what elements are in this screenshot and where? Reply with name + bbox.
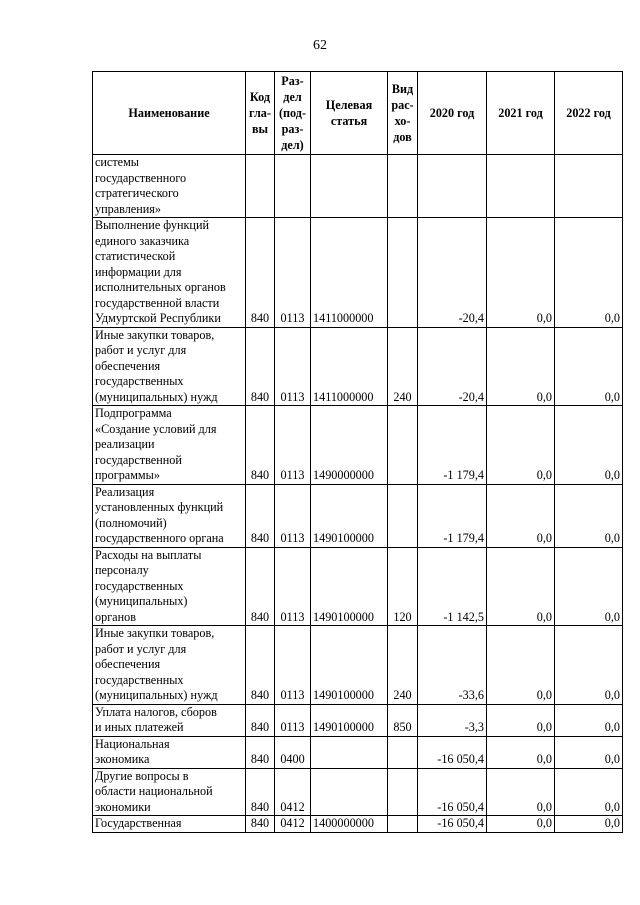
cell-2020: -1 179,4 [418,406,487,485]
table-row [93,704,623,736]
cell-vid: 240 [388,327,418,406]
cell-name: Государственная [93,816,246,833]
cell-target [311,768,388,816]
cell-section: 0412 [275,816,311,833]
cell-name: системы государственного стратегического управления» [93,155,246,218]
cell-section: 0113 [275,218,311,328]
cell-vid [388,406,418,485]
cell-code: 840 [246,736,275,768]
header-2020: 2020 год [418,72,487,155]
cell-code: 840 [246,218,275,328]
cell-2020: -16 050,4 [418,768,487,816]
cell-code: 840 [246,704,275,736]
cell-2022: 0,0 [555,736,623,768]
header-2021: 2021 год [487,72,555,155]
cell-target: 1400000000 [311,816,388,833]
table-row [93,626,623,705]
cell-section: 0400 [275,736,311,768]
cell-2021: 0,0 [487,626,555,705]
cell-2020: -16 050,4 [418,816,487,833]
cell-2021: 0,0 [487,816,555,833]
page-number: 62 [313,38,327,53]
cell-section: 0113 [275,626,311,705]
budget-table [92,71,623,833]
cell-2020: -1 179,4 [418,484,487,547]
cell-name: Национальная экономика [93,736,246,768]
cell-2022: 0,0 [555,327,623,406]
cell-vid: 240 [388,626,418,705]
cell-2021: 0,0 [487,547,555,626]
cell-code: 840 [246,626,275,705]
cell-section: 0113 [275,327,311,406]
cell-code: 840 [246,406,275,485]
cell-2020: -20,4 [418,327,487,406]
cell-2022: 0,0 [555,816,623,833]
cell-vid [388,218,418,328]
cell-2021: 0,0 [487,736,555,768]
table-row [93,736,623,768]
header-vid: Вид рас- хо- дов [388,72,418,155]
cell-vid [388,816,418,833]
cell-2020 [418,155,487,218]
cell-2021: 0,0 [487,218,555,328]
cell-2022 [555,155,623,218]
cell-section: 0113 [275,547,311,626]
cell-name: Подпрограмма «Создание условий для реализации государственной программы» [93,406,246,485]
cell-name: Иные закупки товаров, работ и услуг для обеспечения государственных (муниципальных) нужд [93,327,246,406]
header-section: Раз- дел (под- раз- дел) [275,72,311,155]
table-row [93,547,623,626]
cell-target: 1490000000 [311,406,388,485]
cell-name: Другие вопросы в области национальной экономики [93,768,246,816]
cell-vid [388,736,418,768]
cell-vid [388,768,418,816]
cell-name: Выполнение функций единого заказчика статистической информации для исполнительных органов государственной власти Удмуртской Республики [93,218,246,328]
cell-2021: 0,0 [487,327,555,406]
cell-target: 1411000000 [311,218,388,328]
header-name: Наименование [93,72,246,155]
cell-code: 840 [246,768,275,816]
header-code: Код гла- вы [246,72,275,155]
cell-vid: 850 [388,704,418,736]
cell-section: 0113 [275,406,311,485]
table-row [93,327,623,406]
cell-code: 840 [246,547,275,626]
cell-vid [388,155,418,218]
cell-2022: 0,0 [555,547,623,626]
cell-target: 1490100000 [311,704,388,736]
cell-target [311,155,388,218]
table-row [93,406,623,485]
cell-target: 1490100000 [311,484,388,547]
header-row [93,72,623,155]
cell-name: Расходы на выплаты персоналу государственных (муниципальных) органов [93,547,246,626]
cell-target: 1411000000 [311,327,388,406]
cell-2021: 0,0 [487,768,555,816]
cell-section: 0113 [275,484,311,547]
cell-2022: 0,0 [555,704,623,736]
cell-vid: 120 [388,547,418,626]
cell-name: Иные закупки товаров, работ и услуг для обеспечения государственных (муниципальных) нужд [93,626,246,705]
cell-name: Уплата налогов, сборов и иных платежей [93,704,246,736]
cell-2021: 0,0 [487,406,555,485]
cell-name: Реализация установленных функций (полномочий) государственного органа [93,484,246,547]
cell-section: 0113 [275,704,311,736]
cell-2022: 0,0 [555,484,623,547]
cell-vid [388,484,418,547]
cell-2022: 0,0 [555,768,623,816]
table-row [93,768,623,816]
cell-code [246,155,275,218]
cell-2020: -20,4 [418,218,487,328]
cell-code: 840 [246,327,275,406]
table-row [93,484,623,547]
table-row [93,816,623,833]
cell-section: 0412 [275,768,311,816]
table-row [93,155,623,218]
cell-2020: -3,3 [418,704,487,736]
cell-2020: -33,6 [418,626,487,705]
cell-2020: -1 142,5 [418,547,487,626]
cell-2021: 0,0 [487,484,555,547]
header-2022: 2022 год [555,72,623,155]
cell-target: 1490100000 [311,547,388,626]
cell-target [311,736,388,768]
cell-2022: 0,0 [555,626,623,705]
cell-target: 1490100000 [311,626,388,705]
header-target: Целевая статья [311,72,388,155]
cell-2021 [487,155,555,218]
cell-2020: -16 050,4 [418,736,487,768]
cell-code: 840 [246,816,275,833]
cell-section [275,155,311,218]
cell-code: 840 [246,484,275,547]
cell-2021: 0,0 [487,704,555,736]
cell-2022: 0,0 [555,218,623,328]
cell-2022: 0,0 [555,406,623,485]
table-row [93,218,623,328]
